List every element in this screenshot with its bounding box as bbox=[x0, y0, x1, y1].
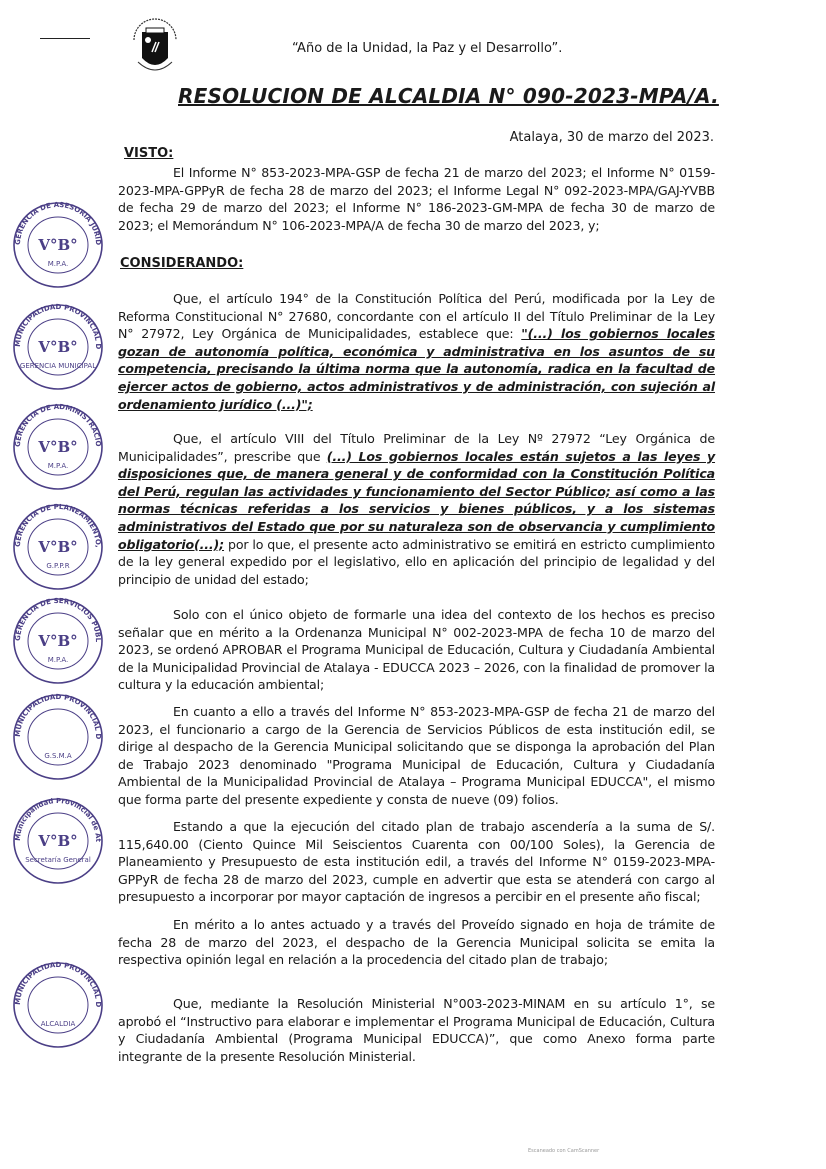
svg-text:V°B°: V°B° bbox=[38, 632, 78, 650]
visto-heading: VISTO: bbox=[124, 146, 174, 161]
svg-text:V°B°: V°B° bbox=[38, 538, 78, 556]
p5-text: Estando a que la ejecución del citado plan de trabajo ascendería a la suma de S/. 115,640.00 (Ciento Quince Mil Seiscientos Cuarenta con 00/100 Soles), la Gerencia de Planeamiento y Presupuesto de esta institución edil, a través del Informe N° 0159-2023-MPA-GPPyR de fecha 28 de marzo del 2023, cumple en advertir que esta se atenderá con cargo al presupuesto a incorporar por mayor captación de ingresos a percibir en el presente año fiscal; bbox=[118, 819, 715, 905]
svg-text:V°B°: V°B° bbox=[38, 338, 78, 356]
approval-stamp bbox=[8, 402, 108, 492]
considerando-paragraph-3 bbox=[118, 606, 715, 694]
considerando-paragraph-7 bbox=[118, 995, 715, 1065]
p4-text: En cuanto a ello a través del Informe N° 853-2023-MPA-GSP de fecha 21 de marzo del 2023, el funcionario a cargo de la Gerencia de Servicios Públicos de esta institución edil, se dirige al despacho de la Gerencia Municipal solicitando que se disponga la aprobación del Plan de Trabajo 2023 denominado "Programa Municipal de Educación, Cultura y Ciudadanía Ambiental de la Municipalidad Provincial de Atalaya – Programa Municipal EDUCCA", el mismo que forma parte del presente expediente y consta de nueve (09) folios. bbox=[118, 704, 715, 807]
considerando-heading: CONSIDERANDO: bbox=[120, 256, 244, 271]
p2-text: Que, el artículo VIII del Título Preliminar de la Ley Nº 27972 “Ley Orgánica de Municipalidades”, prescribe que bbox=[118, 431, 715, 464]
svg-text:Municipalidad Provincial de At: Municipalidad Provincial de At bbox=[13, 796, 103, 843]
p1-text: Que, el artículo 194° de la Constitución Política del Perú, modificada por la Ley de Reforma Constitucional N° 27680, concordante con el artículo II del Título Preliminar de la Ley N° 27972, Ley Orgánica de Municipalidades, establece que: bbox=[118, 291, 715, 342]
svg-text:V°B°: V°B° bbox=[38, 832, 78, 850]
svg-text:M.P.A.: M.P.A. bbox=[47, 656, 69, 664]
p6-text: En mérito a lo antes actuado y a través del Proveído signado en hoja de trámite de fecha 28 de marzo del 2023, el despacho de la Gerencia Municipal solicita se emita la respectiva opinión legal en relación a la procedencia del citado plan de trabajo; bbox=[118, 917, 715, 968]
p7-text: Que, mediante la Resolución Ministerial N°003-2023-MINAM en su artículo 1°, se aprobó el “Instructivo para elaborar e implementar el Programa Municipal de Educación, Cultura y Ciudadanía Ambiental (Programa Municipal EDUCCA)”, que como Anexo forma parte integrante de la presente Resolución Ministerial. bbox=[118, 996, 715, 1064]
approval-stamp bbox=[8, 302, 108, 392]
considerando-paragraph-6 bbox=[118, 916, 715, 969]
p1-quote: "(...) los gobiernos locales gozan de autonomía política, económica y administrativa en los asuntos de su competencia, precisando la última norma que la autonomía, radica en la facultad de ejercer actos de gobierno, actos administrativos y de administración, con sujeción al ordenamiento jurídico (...)"; bbox=[118, 326, 716, 412]
approval-stamp bbox=[8, 960, 108, 1050]
considerando-paragraph-4 bbox=[118, 703, 715, 809]
svg-text:ALCALDIA: ALCALDIA bbox=[40, 1020, 76, 1028]
p2-text-end: por lo que, el presente acto administrativo se emitirá en estricto cumplimiento de la ley general expedido por el legislativo, ello en aplicación del principio de legalidad y del principio de unidad del estado; bbox=[118, 536, 715, 587]
approval-stamp bbox=[8, 596, 108, 686]
scanner-footer: Escaneado con CamScanner bbox=[528, 1148, 600, 1154]
visto-paragraph bbox=[118, 164, 715, 234]
motto: “Año de la Unidad, la Paz y el Desarrollo”. bbox=[292, 41, 563, 56]
approval-stamp bbox=[8, 502, 108, 592]
visto-text: El Informe N° 853-2023-MPA-GSP de fecha 21 de marzo del 2023; el Informe N° 0159-2023-MPA-GPPyR de fecha 28 de marzo del 2023; el Informe Legal N° 092-2023-MPA/GAJ-YVBB de fecha 29 de marzo del 2023; el Informe N° 186-2023-GM-MPA de fecha 30 de marzo de 2023; el Memorándum N° 106-2023-MPA/A de fecha 30 de marzo del 2023, y; bbox=[118, 165, 715, 233]
svg-text:M.P.A.: M.P.A. bbox=[47, 462, 69, 470]
svg-text:GERENCIA DE ADMINISTRACION Y F: GERENCIA DE ADMINISTRACIO bbox=[13, 402, 103, 448]
svg-text:GERENCIA DE ASESORIA JURIDICA: GERENCIA DE ASESORIA JURID bbox=[13, 200, 103, 246]
considerando-paragraph-2 bbox=[118, 430, 715, 588]
svg-text:MUNICIPALIDAD PROVINCIAL DE AT: MUNICIPALIDAD PROVINCIAL D bbox=[13, 692, 103, 740]
resolution-title: RESOLUCION DE ALCALDIA N° 090-2023-MPA/A. bbox=[178, 84, 719, 108]
svg-text:V°B°: V°B° bbox=[38, 438, 78, 456]
p3-text: Solo con el único objeto de formarle una idea del contexto de los hechos es preciso señalar que en mérito a la Ordenanza Municipal N° 002-2023-MPA de fecha 10 de marzo del 2023, se ordenó APROBAR el Programa Municipal de Educación, Cultura y Ciudadanía Ambiental de la Municipalidad Provincial de Atalaya - EDUCCA 2023 – 2026, con la finalidad de promover la cultura y la educación ambiental; bbox=[118, 607, 715, 693]
pen-mark bbox=[40, 38, 90, 39]
svg-text:GERENCIA DE PLANEAMIENTO, PRES: GERENCIA DE PLANEAMIENTO, bbox=[13, 502, 103, 548]
svg-text:V°B°: V°B° bbox=[38, 236, 78, 254]
svg-text:G.P.P.R: G.P.P.R bbox=[46, 562, 70, 570]
municipal-logo bbox=[128, 18, 182, 80]
svg-text:G.S.M.A: G.S.M.A bbox=[44, 752, 72, 760]
svg-text:M.P.A.: M.P.A. bbox=[47, 260, 69, 268]
approval-stamp bbox=[8, 796, 108, 886]
considerando-paragraph-5 bbox=[118, 818, 715, 906]
approval-stamp bbox=[8, 692, 108, 782]
svg-text:GERENCIA DE SERVICIOS PUBLICOS: GERENCIA DE SERVICIOS PUBL bbox=[13, 596, 103, 643]
approval-stamp bbox=[8, 200, 108, 290]
place-date: Atalaya, 30 de marzo del 2023. bbox=[509, 130, 714, 145]
svg-text:GERENCIA MUNICIPAL: GERENCIA MUNICIPAL bbox=[19, 362, 97, 370]
svg-text:MUNICIPALIDAD PROVINCIAL DE AT: MUNICIPALIDAD PROVINCIAL D bbox=[13, 960, 103, 1008]
p2-quote: (...) Los gobiernos locales están sujetos a las leyes y disposiciones que, de manera general y de conformidad con la Constitución Política del Perú, regulan las actividades y funcionamiento del Sector Público; así como a las normas técnicas referidas a los servicios y bienes públicos, y a los sistemas administrativos del Estado que por su naturaleza son de observancia y cumplimiento obligatorio(...); bbox=[118, 448, 716, 552]
svg-text:MUNICIPALIDAD PROVINCIAL DE AT: MUNICIPALIDAD PROVINCIAL D bbox=[13, 302, 103, 350]
svg-text:Secretaría General: Secretaría General bbox=[25, 856, 91, 864]
considerando-paragraph-1 bbox=[118, 290, 715, 413]
